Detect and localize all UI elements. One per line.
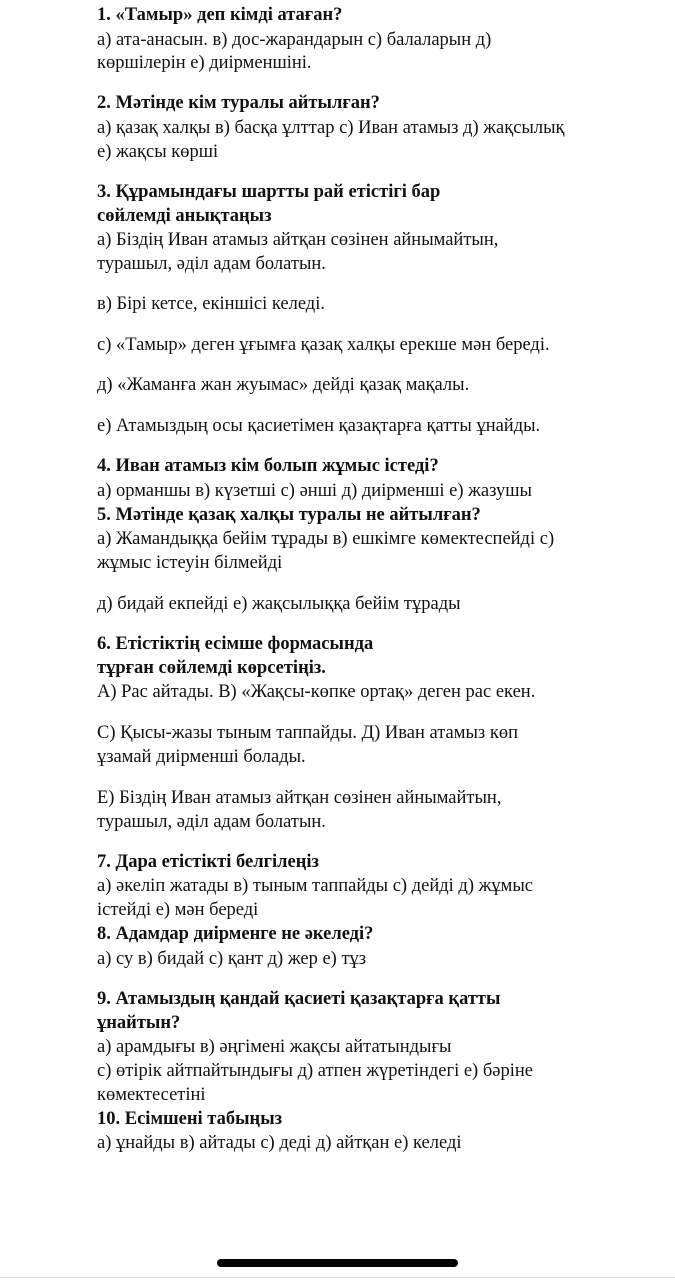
answer-options: а) ұнайды в) айтады с) деді д) айтқан е) келеді — [97, 1133, 462, 1153]
answer-options: е) Атамыздың осы қасиетімен қазақтарға қатты ұнайды. — [97, 416, 541, 436]
answer-options: а) су в) бидай с) қант д) жер е) тұз — [97, 949, 367, 969]
answer-options: а) Біздің Иван атамыз айтқан сөзінен айнымайтын, — [97, 230, 499, 250]
question-heading: 8. Адамдар диірменге не әкеледі? — [97, 924, 374, 944]
question-heading: 4. Иван атамыз кім болып жұмыс істеді? — [97, 456, 439, 476]
answer-options: турашыл, әділ адам болатын. — [97, 812, 326, 832]
answer-options: А) Рас айтады. В) «Жақсы-көпке ортақ» деген рас екен. — [97, 682, 536, 702]
question-heading: 3. Құрамындағы шартты рай етістігі бар — [97, 182, 441, 202]
home-indicator[interactable] — [217, 1259, 458, 1267]
answer-options: а) орманшы в) күзетші с) әнші д) диірменші е) жазушы — [97, 481, 532, 501]
answer-options: с) «Тамыр» деген ұғымға қазақ халқы ерекше мән береді. — [97, 335, 550, 355]
question-heading: 1. «Тамыр» деп кімді атаған? — [97, 5, 343, 25]
answer-options: а) әкеліп жатады в) тыным таппайды с) дейді д) жұмыс — [97, 876, 533, 896]
answer-options: С) Қысы-жазы тыным таппайды. Д) Иван атамыз көп — [97, 723, 518, 743]
answer-options: д) бидай екпейді е) жақсылыққа бейім тұрады — [97, 594, 461, 614]
question-heading: 7. Дара етістікті белгілеңіз — [97, 852, 319, 872]
answer-options: а) Жамандыққа бейім тұрады в) ешкімге көмектеспейді с) — [97, 529, 555, 549]
answer-options: д) «Жаманға жан жуымас» дейді қазақ мақалы. — [97, 375, 470, 395]
question-heading: 2. Мәтінде кім туралы айтылған? — [97, 93, 380, 113]
answer-options: а) арамдығы в) әңгімені жақсы айтатындығы — [97, 1037, 452, 1057]
answer-options: көмектесетіні — [97, 1085, 206, 1105]
bottom-edge — [0, 1277, 675, 1278]
answer-options: Е) Біздің Иван атамыз айтқан сөзінен айнымайтын, — [97, 788, 502, 808]
answer-options: а) қазақ халқы в) басқа ұлттар с) Иван атамыз д) жақсылық — [97, 118, 565, 138]
answer-options: ұзамай диірменші болады. — [97, 747, 306, 767]
answer-options: е) жақсы көрші — [97, 142, 219, 162]
question-heading: 5. Мәтінде қазақ халқы туралы не айтылған? — [97, 505, 481, 525]
answer-options: турашыл, әділ адам болатын. — [97, 254, 326, 274]
answer-options: в) Бірі кетсе, екіншісі келеді. — [97, 294, 325, 314]
question-heading: 9. Атамыздың қандай қасиеті қазақтарға қатты — [97, 989, 501, 1009]
question-heading: ұнайтын? — [97, 1013, 181, 1033]
answer-options: істейді е) мән береді — [97, 900, 259, 920]
question-heading: 6. Етістіктің есімше формасында — [97, 634, 374, 654]
answer-options: көршілерін е) диірменшіні. — [97, 53, 312, 73]
question-heading: сөйлемді анықтаңыз — [97, 206, 272, 226]
answer-options: с) өтірік айтпайтындығы д) атпен жүретіндегі е) бәріне — [97, 1061, 533, 1081]
answer-options: жұмыс істеуін білмейді — [97, 553, 283, 573]
question-heading: 10. Есімшені табыңыз — [97, 1109, 283, 1129]
question-heading: тұрған сөйлемді көрсетіңіз. — [97, 658, 326, 678]
answer-options: а) ата-анасын. в) дос-жарандарын с) балаларын д) — [97, 30, 492, 50]
